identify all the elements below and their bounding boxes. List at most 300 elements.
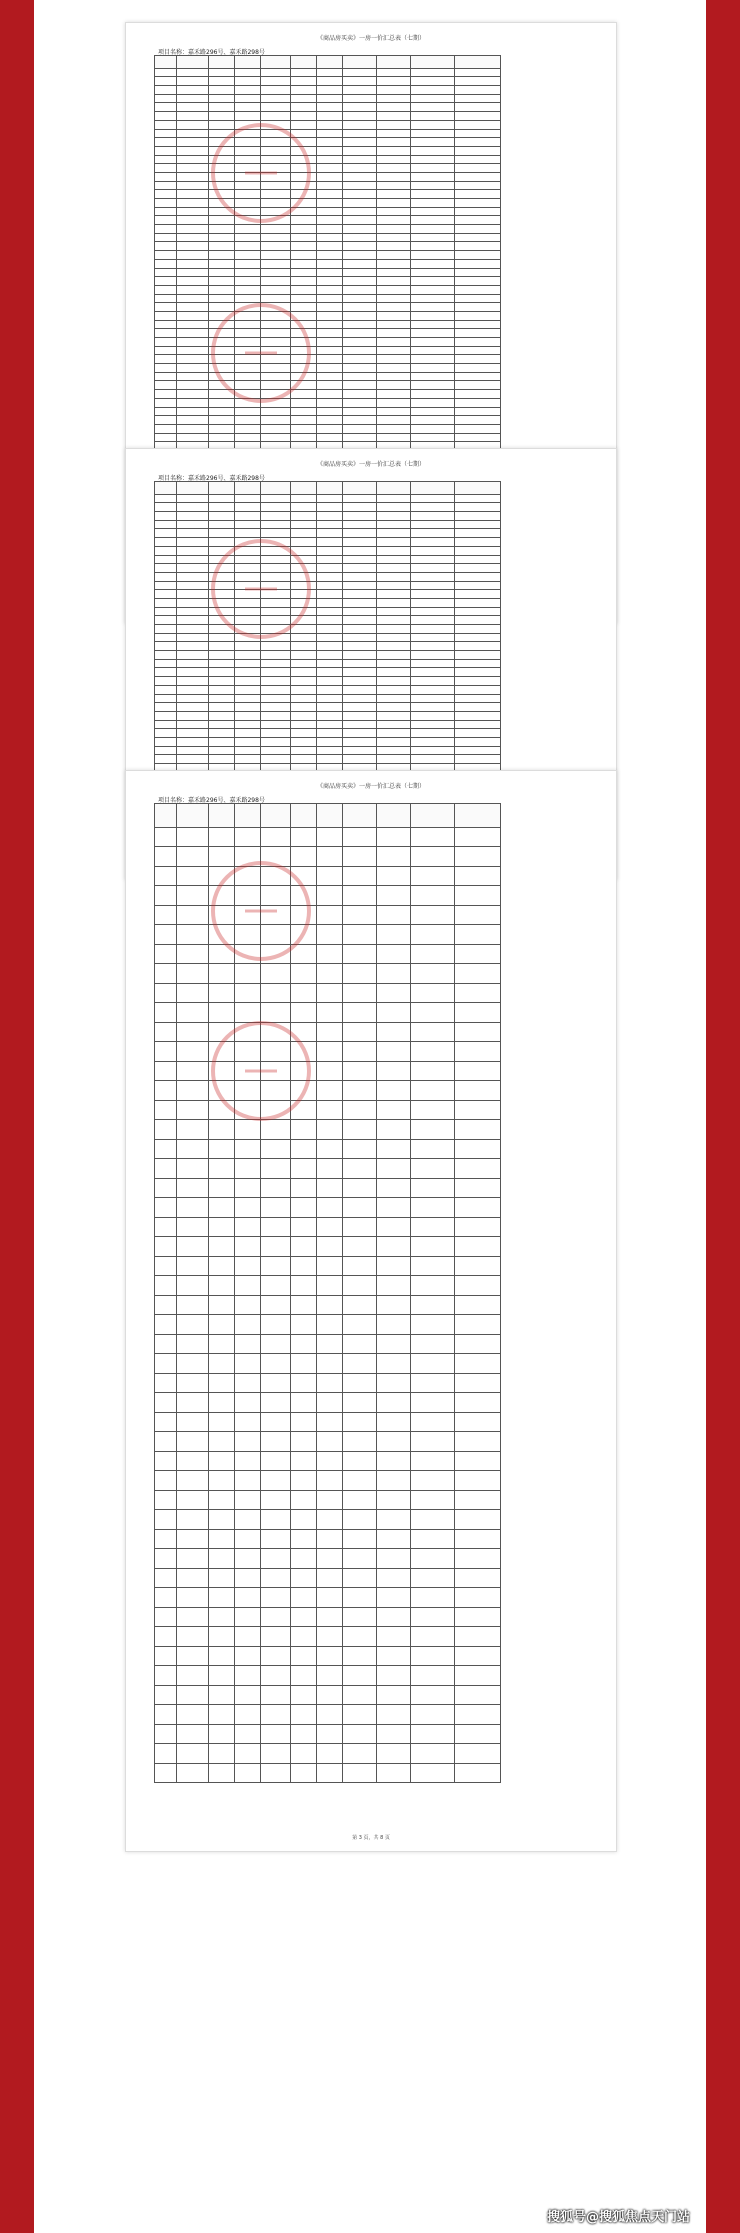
table-cell xyxy=(377,225,411,234)
table-cell xyxy=(155,651,177,660)
table-cell xyxy=(455,112,501,121)
table-cell xyxy=(209,1393,235,1413)
table-cell xyxy=(317,983,343,1003)
table-cell xyxy=(317,905,343,925)
table-cell xyxy=(291,677,317,686)
table-cell xyxy=(177,1471,209,1491)
table-cell xyxy=(291,1588,317,1608)
column-header xyxy=(343,482,377,495)
table-cell xyxy=(177,494,209,503)
table-cell xyxy=(377,216,411,225)
table-cell xyxy=(343,1295,377,1315)
table-cell xyxy=(177,338,209,347)
table-cell xyxy=(261,677,291,686)
table-cell xyxy=(235,1003,261,1023)
table-cell xyxy=(343,225,377,234)
table-cell xyxy=(235,1120,261,1140)
table-row xyxy=(155,172,501,181)
table-cell xyxy=(155,905,177,925)
table-cell xyxy=(235,242,261,251)
table-cell xyxy=(291,1627,317,1647)
table-cell xyxy=(411,905,455,925)
table-cell xyxy=(177,1432,209,1452)
table-cell xyxy=(235,268,261,277)
table-cell xyxy=(317,216,343,225)
table-row xyxy=(155,925,501,945)
table-cell xyxy=(411,729,455,738)
table-cell xyxy=(177,616,209,625)
table-row xyxy=(155,1685,501,1705)
table-cell xyxy=(377,251,411,260)
table-row xyxy=(155,1646,501,1666)
table-cell xyxy=(455,1042,501,1062)
table-cell xyxy=(317,1724,343,1744)
table-cell xyxy=(317,1178,343,1198)
table-cell xyxy=(317,520,343,529)
table-cell xyxy=(455,1724,501,1744)
table-cell xyxy=(411,720,455,729)
table-cell xyxy=(411,581,455,590)
table-cell xyxy=(209,225,235,234)
table-cell xyxy=(155,1237,177,1257)
table-cell xyxy=(261,651,291,660)
table-row xyxy=(155,1198,501,1218)
table-cell xyxy=(377,233,411,242)
table-cell xyxy=(411,1198,455,1218)
table-cell xyxy=(155,546,177,555)
table-cell xyxy=(177,68,209,77)
table-cell xyxy=(177,233,209,242)
table-cell xyxy=(455,529,501,538)
table-cell xyxy=(209,285,235,294)
table-cell xyxy=(155,390,177,399)
table-cell xyxy=(455,564,501,573)
table-cell xyxy=(209,711,235,720)
table-row xyxy=(155,546,501,555)
table-row xyxy=(155,616,501,625)
table-cell xyxy=(261,251,291,260)
table-cell xyxy=(411,512,455,521)
column-header xyxy=(209,482,235,495)
table-cell xyxy=(155,320,177,329)
table-cell xyxy=(291,1139,317,1159)
table-cell xyxy=(261,1588,291,1608)
table-cell xyxy=(411,607,455,616)
table-cell xyxy=(235,68,261,77)
table-cell xyxy=(455,155,501,164)
table-cell xyxy=(455,1354,501,1374)
table-cell xyxy=(455,225,501,234)
table-cell xyxy=(177,86,209,95)
table-cell xyxy=(317,251,343,260)
table-cell xyxy=(155,172,177,181)
table-cell xyxy=(411,1627,455,1647)
table-cell xyxy=(177,1763,209,1783)
table-cell xyxy=(261,1237,291,1257)
table-row xyxy=(155,847,501,867)
table-cell xyxy=(343,633,377,642)
table-row xyxy=(155,755,501,764)
table-cell xyxy=(343,1315,377,1335)
table-row xyxy=(155,538,501,547)
table-cell xyxy=(155,277,177,286)
table-cell xyxy=(155,346,177,355)
table-cell xyxy=(291,303,317,312)
table-row xyxy=(155,1412,501,1432)
table-cell xyxy=(235,1724,261,1744)
table-row xyxy=(155,372,501,381)
table-cell xyxy=(177,329,209,338)
table-cell xyxy=(235,729,261,738)
table-cell xyxy=(291,529,317,538)
table-cell xyxy=(155,1256,177,1276)
table-cell xyxy=(377,1724,411,1744)
table-cell xyxy=(177,886,209,906)
table-cell xyxy=(455,1744,501,1764)
table-cell xyxy=(155,512,177,521)
column-header xyxy=(155,482,177,495)
table-cell xyxy=(317,86,343,95)
table-cell xyxy=(377,1003,411,1023)
table-cell xyxy=(177,277,209,286)
table-cell xyxy=(177,1100,209,1120)
table-cell xyxy=(343,607,377,616)
table-row xyxy=(155,494,501,503)
table-cell xyxy=(177,1198,209,1218)
table-cell xyxy=(261,720,291,729)
table-cell xyxy=(317,555,343,564)
table-cell xyxy=(343,311,377,320)
table-cell xyxy=(235,677,261,686)
table-row xyxy=(155,112,501,121)
table-cell xyxy=(155,129,177,138)
table-cell xyxy=(291,1685,317,1705)
table-row xyxy=(155,1510,501,1530)
table-cell xyxy=(377,866,411,886)
table-cell xyxy=(261,512,291,521)
table-cell xyxy=(377,346,411,355)
table-row xyxy=(155,572,501,581)
table-cell xyxy=(343,1627,377,1647)
table-cell xyxy=(177,651,209,660)
table-cell xyxy=(377,1354,411,1374)
table-row xyxy=(155,1334,501,1354)
table-cell xyxy=(343,216,377,225)
table-cell xyxy=(455,538,501,547)
table-cell xyxy=(455,642,501,651)
table-cell xyxy=(411,590,455,599)
table-cell xyxy=(317,1744,343,1764)
table-cell xyxy=(261,1724,291,1744)
table-cell xyxy=(177,190,209,199)
table-cell xyxy=(377,1120,411,1140)
table-cell xyxy=(291,68,317,77)
table-cell xyxy=(155,520,177,529)
table-cell xyxy=(455,303,501,312)
table-cell xyxy=(455,520,501,529)
table-cell xyxy=(317,1354,343,1374)
table-cell xyxy=(377,685,411,694)
table-cell xyxy=(377,1081,411,1101)
table-row xyxy=(155,983,501,1003)
table-cell xyxy=(343,146,377,155)
table-cell xyxy=(343,303,377,312)
table-cell xyxy=(411,225,455,234)
table-cell xyxy=(261,1198,291,1218)
table-cell xyxy=(261,746,291,755)
table-cell xyxy=(377,1237,411,1257)
table-cell xyxy=(317,1100,343,1120)
table-cell xyxy=(317,668,343,677)
table-cell xyxy=(317,1393,343,1413)
table-cell xyxy=(209,424,235,433)
table-cell xyxy=(155,581,177,590)
table-cell xyxy=(155,1373,177,1393)
table-row xyxy=(155,1666,501,1686)
table-cell xyxy=(177,720,209,729)
table-cell xyxy=(177,1217,209,1237)
table-cell xyxy=(155,251,177,260)
table-cell xyxy=(455,685,501,694)
table-cell xyxy=(377,512,411,521)
table-cell xyxy=(291,685,317,694)
table-cell xyxy=(377,1412,411,1432)
table-cell xyxy=(343,1490,377,1510)
table-row xyxy=(155,1763,501,1783)
table-cell xyxy=(317,155,343,164)
table-cell xyxy=(377,1178,411,1198)
table-cell xyxy=(155,564,177,573)
table-cell xyxy=(317,1627,343,1647)
table-cell xyxy=(377,581,411,590)
table-cell xyxy=(343,1198,377,1218)
table-cell xyxy=(455,181,501,190)
table-cell xyxy=(291,755,317,764)
table-cell xyxy=(343,338,377,347)
table-cell xyxy=(343,925,377,945)
table-cell xyxy=(261,668,291,677)
table-cell xyxy=(155,983,177,1003)
table-cell xyxy=(235,1490,261,1510)
table-cell xyxy=(411,1139,455,1159)
table-cell xyxy=(317,1276,343,1296)
table-cell xyxy=(317,94,343,103)
table-cell xyxy=(377,529,411,538)
table-cell xyxy=(209,1490,235,1510)
table-cell xyxy=(291,668,317,677)
table-row xyxy=(155,390,501,399)
table-cell xyxy=(411,1568,455,1588)
table-cell xyxy=(377,886,411,906)
table-cell xyxy=(317,1451,343,1471)
table-row xyxy=(155,416,501,425)
table-cell xyxy=(411,659,455,668)
table-cell xyxy=(455,737,501,746)
table-cell xyxy=(343,1705,377,1725)
table-cell xyxy=(291,1705,317,1725)
table-cell xyxy=(455,546,501,555)
table-cell xyxy=(411,1022,455,1042)
table-cell xyxy=(317,755,343,764)
table-cell xyxy=(155,572,177,581)
table-cell xyxy=(177,94,209,103)
table-cell xyxy=(455,1081,501,1101)
table-cell xyxy=(343,703,377,712)
table-cell xyxy=(411,598,455,607)
table-cell xyxy=(209,827,235,847)
table-cell xyxy=(343,277,377,286)
table-cell xyxy=(261,424,291,433)
table-cell xyxy=(261,77,291,86)
table-cell xyxy=(455,329,501,338)
table-cell xyxy=(317,390,343,399)
table-cell xyxy=(455,1198,501,1218)
column-header xyxy=(177,482,209,495)
table-cell xyxy=(317,1763,343,1783)
table-cell xyxy=(177,355,209,364)
table-cell xyxy=(377,1022,411,1042)
table-cell xyxy=(209,1432,235,1452)
table-cell xyxy=(343,685,377,694)
table-cell xyxy=(317,1646,343,1666)
table-cell xyxy=(343,546,377,555)
table-cell xyxy=(317,1510,343,1530)
table-cell xyxy=(177,983,209,1003)
table-cell xyxy=(411,398,455,407)
table-cell xyxy=(411,138,455,147)
table-cell xyxy=(291,512,317,521)
table-cell xyxy=(411,251,455,260)
table-cell xyxy=(343,416,377,425)
table-cell xyxy=(291,503,317,512)
table-cell xyxy=(235,251,261,260)
table-cell xyxy=(291,1120,317,1140)
table-cell xyxy=(317,847,343,867)
table-cell xyxy=(291,1763,317,1783)
table-cell xyxy=(455,346,501,355)
table-cell xyxy=(291,1471,317,1491)
table-row xyxy=(155,225,501,234)
table-cell xyxy=(455,1549,501,1569)
table-cell xyxy=(235,285,261,294)
table-cell xyxy=(411,216,455,225)
table-cell xyxy=(377,827,411,847)
table-row xyxy=(155,581,501,590)
table-cell xyxy=(177,866,209,886)
table-cell xyxy=(291,729,317,738)
table-cell xyxy=(209,1334,235,1354)
table-cell xyxy=(155,1393,177,1413)
table-cell xyxy=(209,494,235,503)
table-cell xyxy=(209,1763,235,1783)
table-cell xyxy=(343,616,377,625)
table-cell xyxy=(155,242,177,251)
table-cell xyxy=(209,1646,235,1666)
table-cell xyxy=(455,424,501,433)
column-header xyxy=(317,56,343,69)
table-cell xyxy=(411,285,455,294)
table-cell xyxy=(235,77,261,86)
table-cell xyxy=(377,729,411,738)
table-cell xyxy=(377,694,411,703)
table-row xyxy=(155,746,501,755)
table-cell xyxy=(261,827,291,847)
table-cell xyxy=(155,746,177,755)
table-cell xyxy=(377,207,411,216)
table-cell xyxy=(317,329,343,338)
table-cell xyxy=(155,120,177,129)
table-cell xyxy=(343,564,377,573)
table-cell xyxy=(235,433,261,442)
table-cell xyxy=(455,242,501,251)
table-row xyxy=(155,1061,501,1081)
table-cell xyxy=(261,659,291,668)
table-cell xyxy=(261,1471,291,1491)
table-cell xyxy=(177,146,209,155)
table-cell xyxy=(455,964,501,984)
table-cell xyxy=(235,1393,261,1413)
table-cell xyxy=(177,1276,209,1296)
table-cell xyxy=(177,827,209,847)
table-cell xyxy=(411,329,455,338)
table-cell xyxy=(455,1705,501,1725)
table-cell xyxy=(209,983,235,1003)
table-cell xyxy=(377,68,411,77)
table-cell xyxy=(343,755,377,764)
table-cell xyxy=(177,847,209,867)
table-cell xyxy=(317,172,343,181)
table-cell xyxy=(209,677,235,686)
table-cell xyxy=(317,294,343,303)
table-cell xyxy=(455,1022,501,1042)
table-header-row xyxy=(155,804,501,828)
table-cell xyxy=(317,398,343,407)
table-cell xyxy=(261,242,291,251)
table-cell xyxy=(155,355,177,364)
table-cell xyxy=(411,555,455,564)
table-cell xyxy=(455,512,501,521)
table-cell xyxy=(235,642,261,651)
table-cell xyxy=(343,181,377,190)
table-cell xyxy=(377,259,411,268)
table-cell xyxy=(343,172,377,181)
table-cell xyxy=(343,642,377,651)
table-cell xyxy=(155,1003,177,1023)
table-cell xyxy=(411,520,455,529)
table-cell xyxy=(455,433,501,442)
table-cell xyxy=(155,755,177,764)
table-cell xyxy=(155,146,177,155)
table-cell xyxy=(317,886,343,906)
table-cell xyxy=(291,1607,317,1627)
table-cell xyxy=(177,1451,209,1471)
table-cell xyxy=(261,1705,291,1725)
table-cell xyxy=(455,251,501,260)
table-cell xyxy=(377,1139,411,1159)
table-cell xyxy=(317,1568,343,1588)
table-cell xyxy=(261,529,291,538)
table-cell xyxy=(261,1178,291,1198)
table-cell xyxy=(155,1666,177,1686)
table-cell xyxy=(177,138,209,147)
table-row xyxy=(155,164,501,173)
table-cell xyxy=(317,285,343,294)
table-cell xyxy=(411,944,455,964)
table-cell xyxy=(155,694,177,703)
table-cell xyxy=(455,68,501,77)
table-cell xyxy=(155,1354,177,1374)
table-cell xyxy=(291,1373,317,1393)
